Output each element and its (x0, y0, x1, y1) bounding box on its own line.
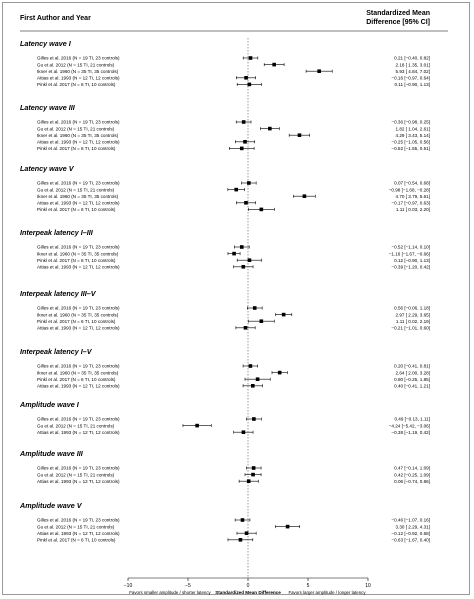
study-ci-text: −0.52 [−1.55, 0.51] (391, 146, 430, 152)
study-label: Gilles et al. 2016 (N = 19 TI, 23 controls) (37, 119, 120, 125)
study-ci-text: −0.38 [−1.19, 0.42] (391, 429, 430, 435)
study-ci-text: −0.52 [−1.14, 0.10] (391, 244, 430, 250)
study-label: Gilles et al. 2016 (N = 19 TI, 23 controls) (37, 305, 120, 311)
point-estimate (240, 147, 244, 151)
point-estimate (252, 466, 256, 470)
study-label: Pinkl et al. 2017 (N = 6 TI, 10 controls) (37, 318, 116, 324)
group-title: Latency wave I (20, 39, 71, 48)
study-ci-text: −4.24 [−5.42, −3.06] (388, 423, 430, 429)
point-estimate (253, 306, 257, 310)
study-ci-text: 0.06 [−0.74, 0.86] (394, 478, 430, 484)
study-label: Gu et al. 2012 (N = 15 TI, 21 controls) (37, 62, 115, 68)
point-estimate (247, 479, 251, 483)
study-label: Pinkl et al. 2017 (N = 6 TI, 10 controls) (37, 376, 116, 382)
study-label: Attias et al. 1993 (N = 12 TI, 12 controls) (37, 478, 120, 484)
study-label: Gu et al. 2012 (N = 15 TI, 21 controls) (37, 524, 115, 530)
study-ci-text: 1.82 [ 1.04, 2.61] (395, 126, 430, 132)
study-label: Gu et al. 2012 (N = 15 TI, 21 controls) (37, 187, 115, 193)
point-estimate (242, 430, 246, 434)
study-ci-text: 0.56 [−0.06, 1.18] (394, 305, 430, 311)
study-label: Gilles et al. 2016 (N = 19 TI, 23 controls) (37, 465, 120, 471)
study-ci-text: −0.25 [−1.05, 0.56] (391, 139, 430, 145)
point-estimate (260, 319, 264, 323)
study-label: Ikner et al. 1960 (N = 35 TI, 35 controls) (37, 68, 119, 74)
point-estimate (249, 56, 253, 60)
point-estimate (244, 201, 248, 205)
study-ci-text: 4.29 [ 3.43, 5.14] (395, 132, 430, 138)
group-title: Interpeak latency III–V (20, 289, 96, 298)
study-ci-text: 0.20 [−0.41, 0.81] (394, 363, 430, 369)
study-ci-text: 0.21 [−0.40, 0.82] (394, 55, 430, 61)
study-ci-text: −0.36 [−0.98, 0.25] (391, 119, 430, 125)
point-estimate (278, 371, 282, 375)
group-title: Latency wave III (20, 103, 75, 112)
study-ci-text: 0.12 [−0.90, 1.13] (394, 257, 430, 263)
point-estimate (260, 208, 264, 212)
study-label: Pinkl et al. 2017 (N = 6 TI, 10 controls) (37, 146, 116, 152)
study-ci-text: 4.70 [ 3.79, 5.61] (395, 193, 430, 199)
study-label: Gu et al. 2012 (N = 15 TI, 21 controls) (37, 472, 115, 478)
study-ci-text: −0.12 [−0.92, 0.68] (391, 530, 430, 536)
study-label: Pinkl et al. 2017 (N = 6 TI, 10 controls) (37, 537, 116, 543)
study-ci-text: −1.16 [−1.67, −0.66] (388, 251, 430, 257)
point-estimate (242, 265, 246, 269)
group-title: Latency wave V (20, 164, 74, 173)
study-ci-text: 2.18 [ 1.35, 3.01] (395, 62, 430, 68)
study-label: Gilles et al. 2016 (N = 19 TI, 23 controls) (37, 363, 120, 369)
x-tick-label: 0 (246, 583, 250, 589)
study-label: Ikner et al. 1960 (N = 35 TI, 35 controls) (37, 193, 119, 199)
study-ci-text: 0.07 [−0.54, 0.68] (394, 180, 430, 186)
study-ci-text: 0.11 [−0.90, 1.13] (394, 82, 430, 88)
point-estimate (239, 538, 243, 542)
study-label: Pinkl et al. 2017 (N = 6 TI, 10 controls) (37, 257, 116, 263)
study-label: Attias et al. 1993 (N = 12 TI, 12 controls) (37, 383, 120, 389)
point-estimate (247, 181, 251, 185)
study-ci-text: 2.64 [ 2.00, 3.28] (395, 370, 430, 376)
point-estimate (256, 377, 260, 381)
study-ci-text: 0.42 [−0.25, 1.09] (394, 472, 430, 478)
study-ci-text: 3.30 [ 2.29, 4.31] (395, 524, 430, 530)
header-effect-label: Standardized Mean (366, 10, 430, 17)
study-ci-text: 0.49 [−0.13, 1.11] (394, 416, 430, 422)
point-estimate (244, 76, 248, 80)
group-title: Interpeak latency I–V (20, 347, 92, 356)
study-label: Gilles et al. 2016 (N = 19 TI, 23 controls) (37, 244, 120, 250)
study-ci-text: −0.63 [−1.67, 0.40] (391, 537, 430, 543)
point-estimate (240, 245, 244, 249)
point-estimate (248, 258, 252, 262)
study-ci-text: 1.11 [ 0.03, 2.20] (395, 207, 430, 213)
point-estimate (249, 364, 253, 368)
study-label: Ikner et al. 1960 (N = 35 TI, 35 controls) (37, 132, 119, 138)
study-label: Attias et al. 1993 (N = 12 TI, 12 controls) (37, 530, 120, 536)
study-ci-text: 1.11 [ 0.02, 2.19] (395, 318, 430, 324)
point-estimate (244, 326, 248, 330)
point-estimate (243, 140, 247, 144)
study-label: Pinkl et al. 2017 (N = 6 TI, 10 controls) (37, 82, 116, 88)
point-estimate (317, 69, 321, 73)
study-ci-text: −0.21 [−1.01, 0.60] (391, 325, 430, 331)
study-ci-text: −0.17 [−0.97, 0.63] (391, 200, 430, 206)
study-label: Attias et al. 1993 (N = 12 TI, 12 controls) (37, 139, 120, 145)
study-label: Pinkl et al. 2017 (N = 6 TI, 10 controls) (37, 207, 116, 213)
x-axis-title: Standardized Mean Difference (215, 590, 281, 595)
study-ci-text: 0.47 [−0.14, 1.09] (394, 465, 430, 471)
point-estimate (234, 188, 238, 192)
x-tick-label: −5 (185, 583, 191, 589)
point-estimate (298, 133, 302, 137)
x-tick-label: −10 (123, 583, 133, 589)
study-ci-text: −0.16 [−0.97, 0.64] (391, 75, 430, 81)
point-estimate (232, 252, 236, 256)
study-label: Attias et al. 1993 (N = 12 TI, 12 controls) (37, 75, 120, 81)
study-label: Gilles et al. 2016 (N = 19 TI, 23 controls) (37, 55, 120, 61)
study-ci-text: 2.97 [ 2.29, 3.65] (395, 312, 430, 318)
study-label: Attias et al. 1993 (N = 12 TI, 12 controls) (37, 325, 120, 331)
point-estimate (251, 473, 255, 477)
study-label: Ikner et al. 1960 (N = 35 TI, 35 controls) (37, 312, 119, 318)
point-estimate (268, 127, 272, 131)
x-tick-label: 5 (306, 583, 310, 589)
study-ci-text: −0.39 [−1.20, 0.42] (391, 264, 430, 270)
study-ci-text: −0.98 [−1.68, −0.28] (388, 187, 430, 193)
group-title: Amplitude wave V (20, 501, 82, 510)
group-title: Amplitude wave III (20, 449, 83, 458)
point-estimate (245, 531, 249, 535)
study-label: Attias et al. 1993 (N = 12 TI, 12 controls) (37, 429, 120, 435)
study-label: Ikner et al. 1960 (N = 35 TI, 35 controls) (37, 251, 119, 257)
x-axis-note-left: Favors smaller amplitude / shorter latency (129, 590, 211, 595)
point-estimate (252, 417, 256, 421)
point-estimate (248, 83, 252, 87)
x-tick-label: 10 (365, 583, 371, 589)
point-estimate (242, 120, 246, 124)
point-estimate (303, 194, 307, 198)
study-label: Gilles et al. 2016 (N = 19 TI, 23 controls) (37, 180, 120, 186)
group-title: Interpeak latency I–III (20, 228, 93, 237)
header-ci-label: Difference [95% CI] (366, 19, 430, 26)
study-ci-text: −0.46 [−1.07, 0.16] (391, 517, 430, 523)
study-ci-text: 0.40 [−0.41, 1.21] (394, 383, 430, 389)
study-label: Gilles et al. 2016 (N = 19 TI, 23 controls) (37, 517, 120, 523)
header-study-label: First Author and Year (20, 15, 91, 22)
study-label: Attias et al. 1993 (N = 12 TI, 12 controls) (37, 264, 120, 270)
study-label: Attias et al. 1993 (N = 12 TI, 12 controls) (37, 200, 120, 206)
point-estimate (251, 384, 255, 388)
study-ci-text: 5.93 [ 4.84, 7.02] (395, 68, 430, 74)
point-estimate (282, 313, 286, 317)
point-estimate (286, 525, 290, 529)
study-label: Ikner et al. 1960 (N = 35 TI, 35 controls) (37, 370, 119, 376)
point-estimate (195, 424, 199, 428)
point-estimate (241, 518, 245, 522)
study-label: Gu et al. 2012 (N = 15 TI, 21 controls) (37, 126, 115, 132)
study-label: Gu et al. 2012 (N = 15 TI, 21 controls) (37, 423, 115, 429)
x-axis-note-right: Favors larger amplitude / longer latency (288, 590, 366, 595)
point-estimate (272, 63, 276, 67)
study-ci-text: 0.80 [−0.25, 1.85] (394, 376, 430, 382)
group-title: Amplitude wave I (20, 400, 79, 409)
study-label: Gilles et al. 2016 (N = 19 TI, 23 controls) (37, 416, 120, 422)
